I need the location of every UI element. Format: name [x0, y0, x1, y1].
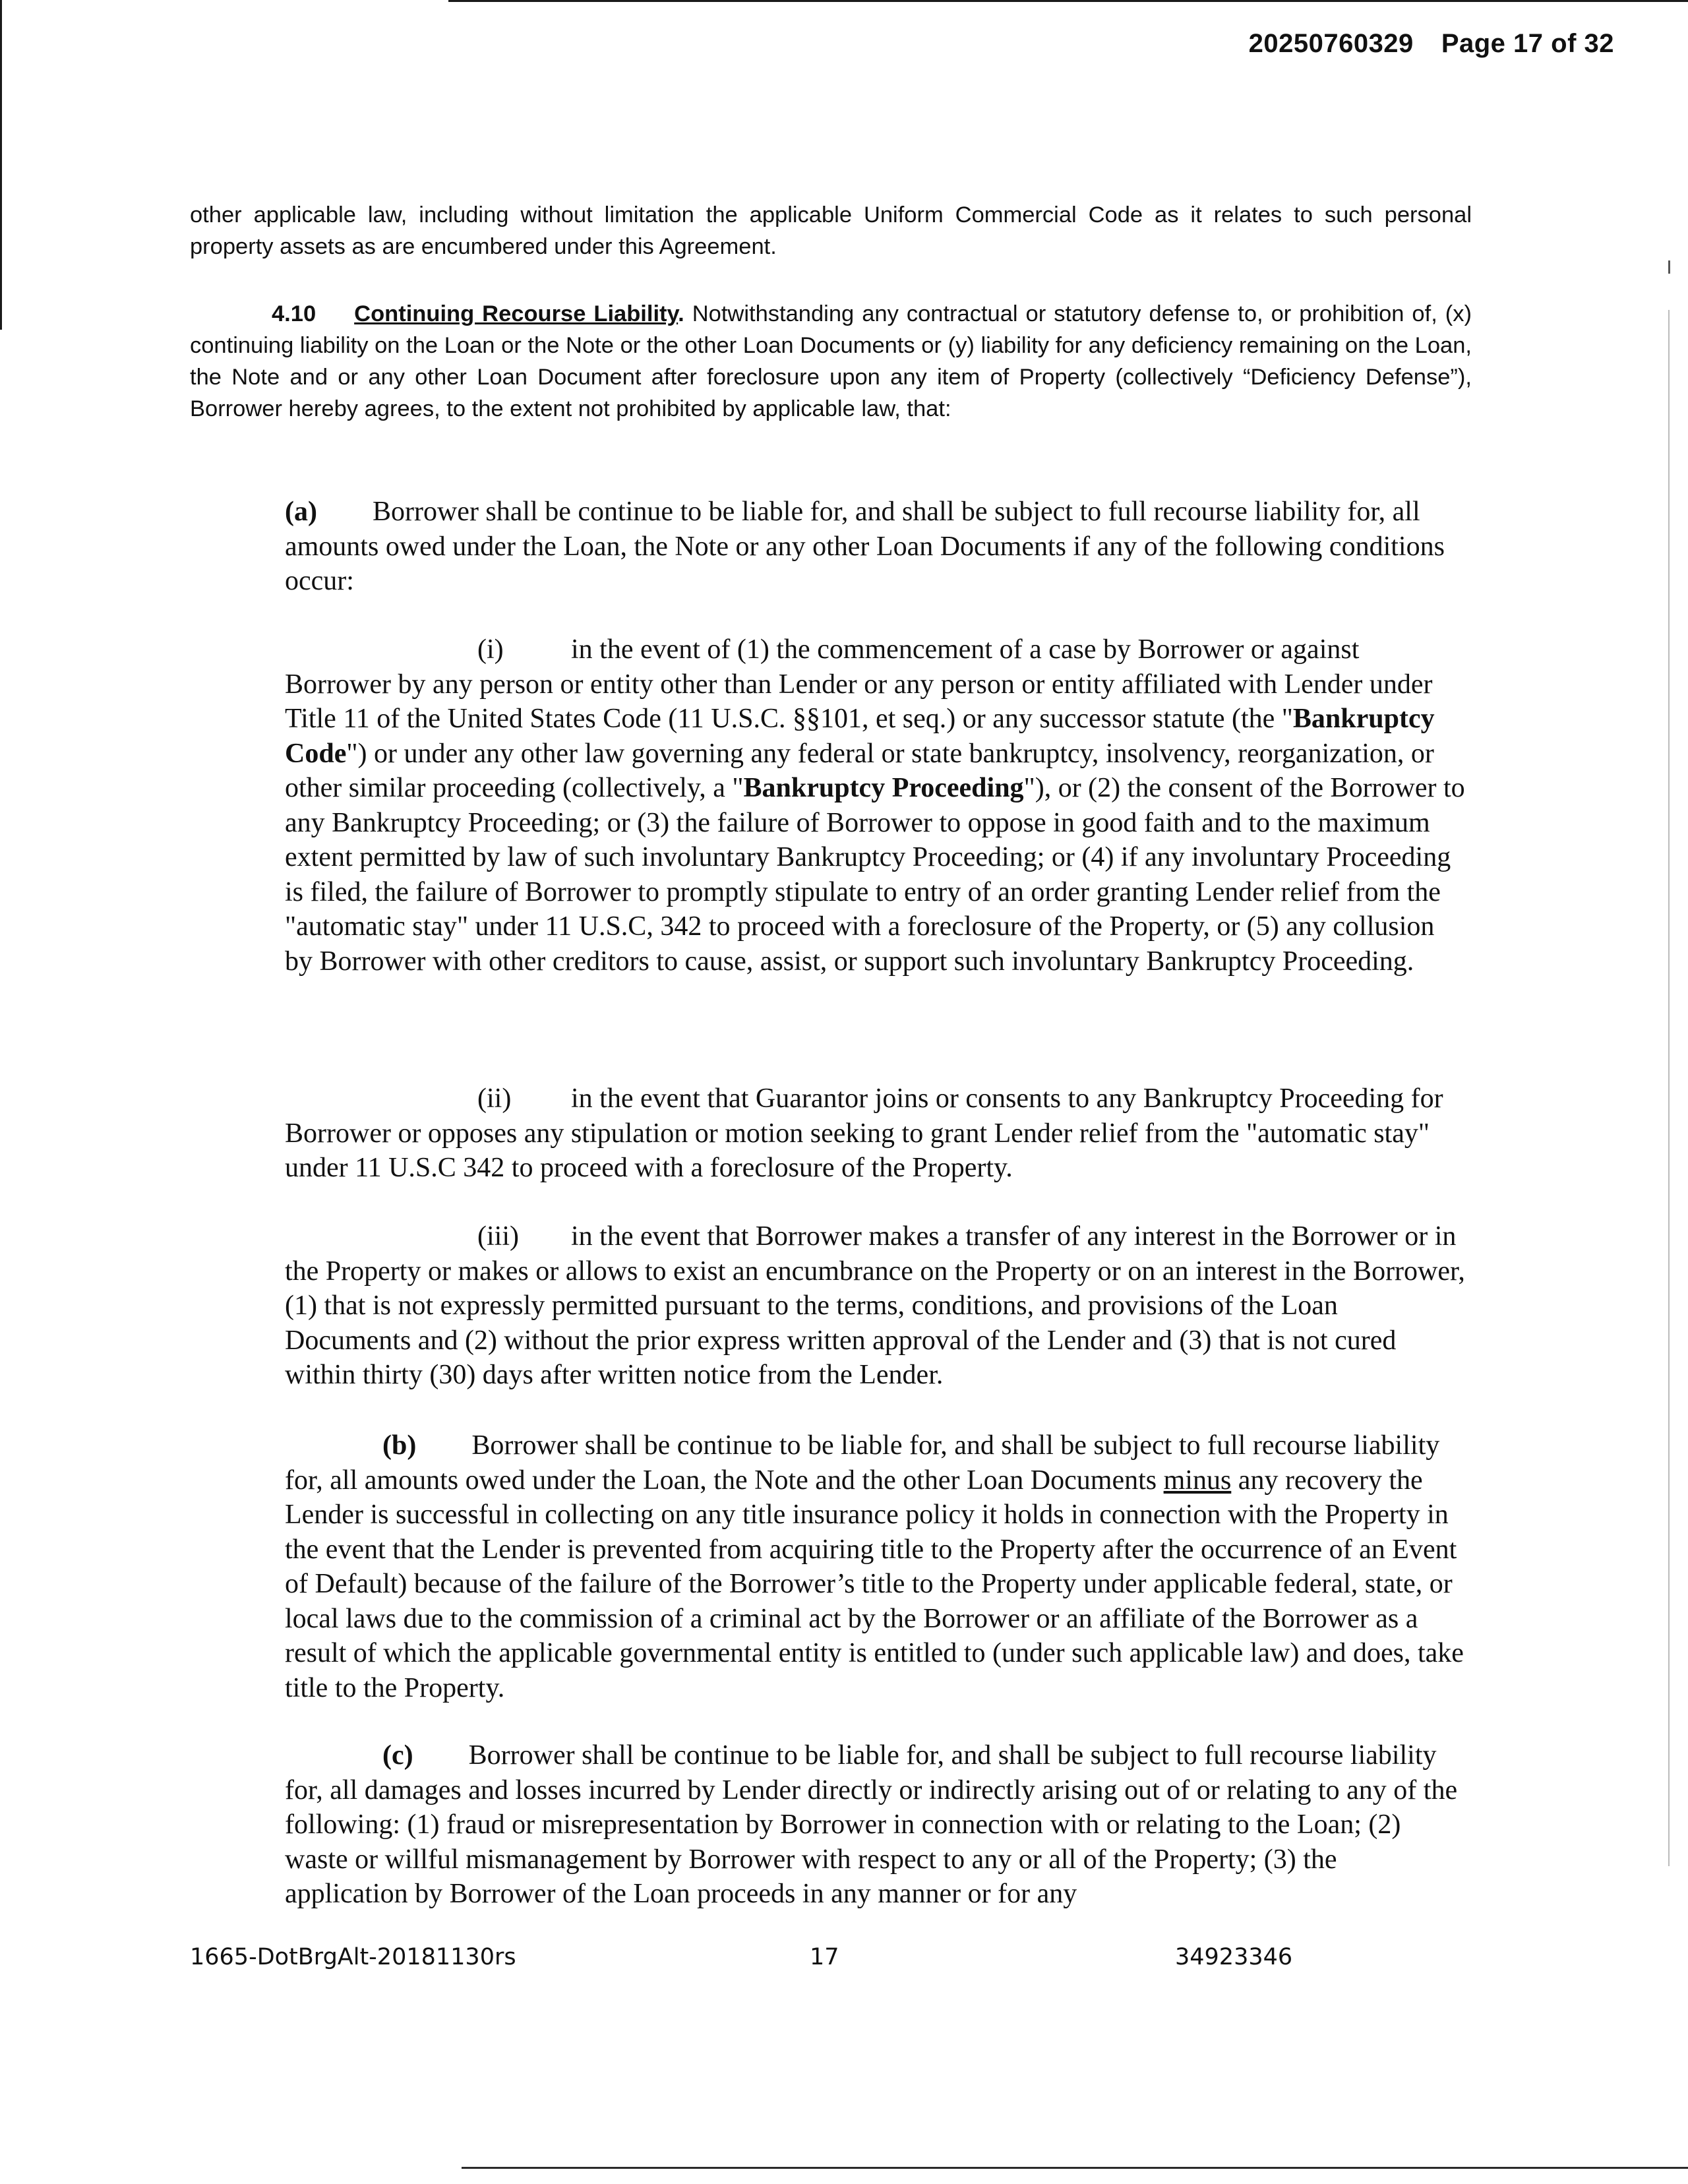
- defined-term-bankruptcy-proceeding: Bankruptcy Proceeding: [743, 773, 1024, 803]
- scan-edge-right: [1668, 310, 1670, 1866]
- item-iii: [285, 1219, 1465, 1393]
- paragraph-c-label: (c): [382, 1740, 413, 1771]
- defined-term-bankruptcy-code: Bankruptcy Code: [285, 704, 1435, 769]
- paragraph-b: (b) Borrower shall be continue to be liable for, and shall be subject to full recourse liability for, all amounts owed under the Loan, the Note and the other Loan Documents minus any recovery the Lender is successful in collecting on any title insurance policy it holds in connection with the Property in the event that the Lender is prevented from acquiring title to the Property after the occurrence of an Event of Default) because of the failure of the Borrower’s title to the Property under applicable federal, state, or local laws due to the commission of a criminal act by the Borrower or an affiliate of the Borrower as a result of which the applicable governmental entity is entitled to (under such applicable law) and does, take title to the Property.: [285, 1430, 1464, 1703]
- paragraph-a-label: (a): [285, 497, 317, 527]
- document-number: 20250760329: [1248, 29, 1414, 58]
- item-iii-text: in the event that Borrower makes a transfer of any interest in the Borrower or in the Property or makes or allows to exist an encumbrance on the Property or on an interest in the Borrower, (1) that is not expressly permitted pursuant to the terms, conditions, and provisions of the Loan Documents and (2) without the prior express written approval of the Lender and (3) that is not cured within thirty (30) days after written notice from the Lender.: [285, 1221, 1465, 1390]
- paragraph-a: [285, 495, 1465, 599]
- paragraph-c-text: Borrower shall be continue to be liable for, and shall be subject to full recourse liability for, all damages and losses incurred by Lender directly or indirectly arising out of or relating to any of the following: (1) fraud or misrepresentation by Borrower in connection with or relating to the Loan; (2) waste or willful mismanagement by Borrower with respect to any or all of the Property; (3) the application by Borrower of the Loan proceeds in any manner or for any: [285, 1740, 1458, 1909]
- section-number: 4.10: [272, 301, 316, 326]
- page-header: [1249, 29, 1614, 59]
- item-i-label: (i): [477, 634, 504, 665]
- paragraph-a-text: Borrower shall be continue to be liable for, and shall be subject to full recourse liability for, all amounts owed under the Loan, the Note or any other Loan Documents if any of the following conditions occur:: [285, 497, 1445, 596]
- scan-edge-left: [0, 0, 2, 330]
- paragraph-c: [285, 1738, 1465, 1912]
- footer-doc-id: 34923346: [1175, 1944, 1293, 1970]
- scan-edge-bottom: [462, 2167, 1688, 2169]
- intro-paragraph: other applicable law, including without limitation the applicable Uniform Commercial Code as it relates to such personal property assets as are encumbered under this Agreement.: [190, 202, 1472, 259]
- item-iii-label: (iii): [477, 1221, 519, 1252]
- section-body: Notwithstanding any contractual or statutory defense to, or prohibition of, (x) continuing liability on the Loan or the Note or the other Loan Documents or (y) liability for any deficiency remaining on the Loan, the Note and or any other Loan Document after foreclosure upon any item of Property (collectively “Deficiency Defense”), Borrower hereby agrees, to the extent not prohibited by applicable law, that:: [190, 301, 1472, 421]
- underlined-term-minus: minus: [1163, 1465, 1232, 1496]
- item-ii: [285, 1081, 1465, 1186]
- item-i: (i) in the event of (1) the commencement of a case by Borrower or against Borrower by any person or entity other than Lender or any person or entity affiliated with Lender under Title 11 of the United States Code (11 U.S.C. §§101, et seq.) or any successor statute (the "Bankruptcy Code") or under any other law governing any federal or state bankruptcy, insolvency, reorganization, or other similar proceeding (collectively, a "Bankruptcy Proceeding"), or (2) the consent of the Borrower to any Bankruptcy Proceeding; or (3) the failure of Borrower to oppose in good faith and to the maximum extent permitted by law of such involuntary Bankruptcy Proceeding; or (4) if any involuntary Proceeding is filed, the failure of Borrower to promptly stipulate to entry of an order granting Lender relief from the "automatic stay" under 11 U.S.C, 342 to proceed with a foreclosure of the Property, or (5) any collusion by Borrower with other creditors to cause, assist, or support such involuntary Bankruptcy Proceeding.: [285, 632, 1465, 979]
- scan-edge-top: [448, 0, 1688, 2]
- scan-mark: [1668, 260, 1670, 274]
- paragraph-b-label: (b): [382, 1430, 417, 1461]
- item-ii-text: in the event that Guarantor joins or consents to any Bankruptcy Proceeding for Borrower or opposes any stipulation or motion seeking to grant Lender relief from the "automatic stay" under 11 U.S.C 342 to proceed with a foreclosure of the Property.: [285, 1083, 1443, 1183]
- footer-page-number: 17: [810, 1944, 839, 1970]
- item-ii-label: (ii): [477, 1083, 512, 1114]
- section-title: Continuing Recourse Liability: [354, 301, 678, 326]
- page-indicator: Page 17 of 32: [1441, 29, 1614, 58]
- footer-form-code: 1665-DotBrgAlt-20181130rs: [190, 1944, 516, 1970]
- section-4-10: 4.10 Continuing Recourse Liability. Notwithstanding any contractual or statutory defense to, or prohibition of, (x) continuing liability on the Loan or the Note or the other Loan Documents or (y) liability for any deficiency remaining on the Loan, the Note and or any other Loan Document after foreclosure upon any item of Property (collectively “Deficiency Defense”), Borrower hereby agrees, to the extent not prohibited by applicable law, that:: [190, 301, 1472, 421]
